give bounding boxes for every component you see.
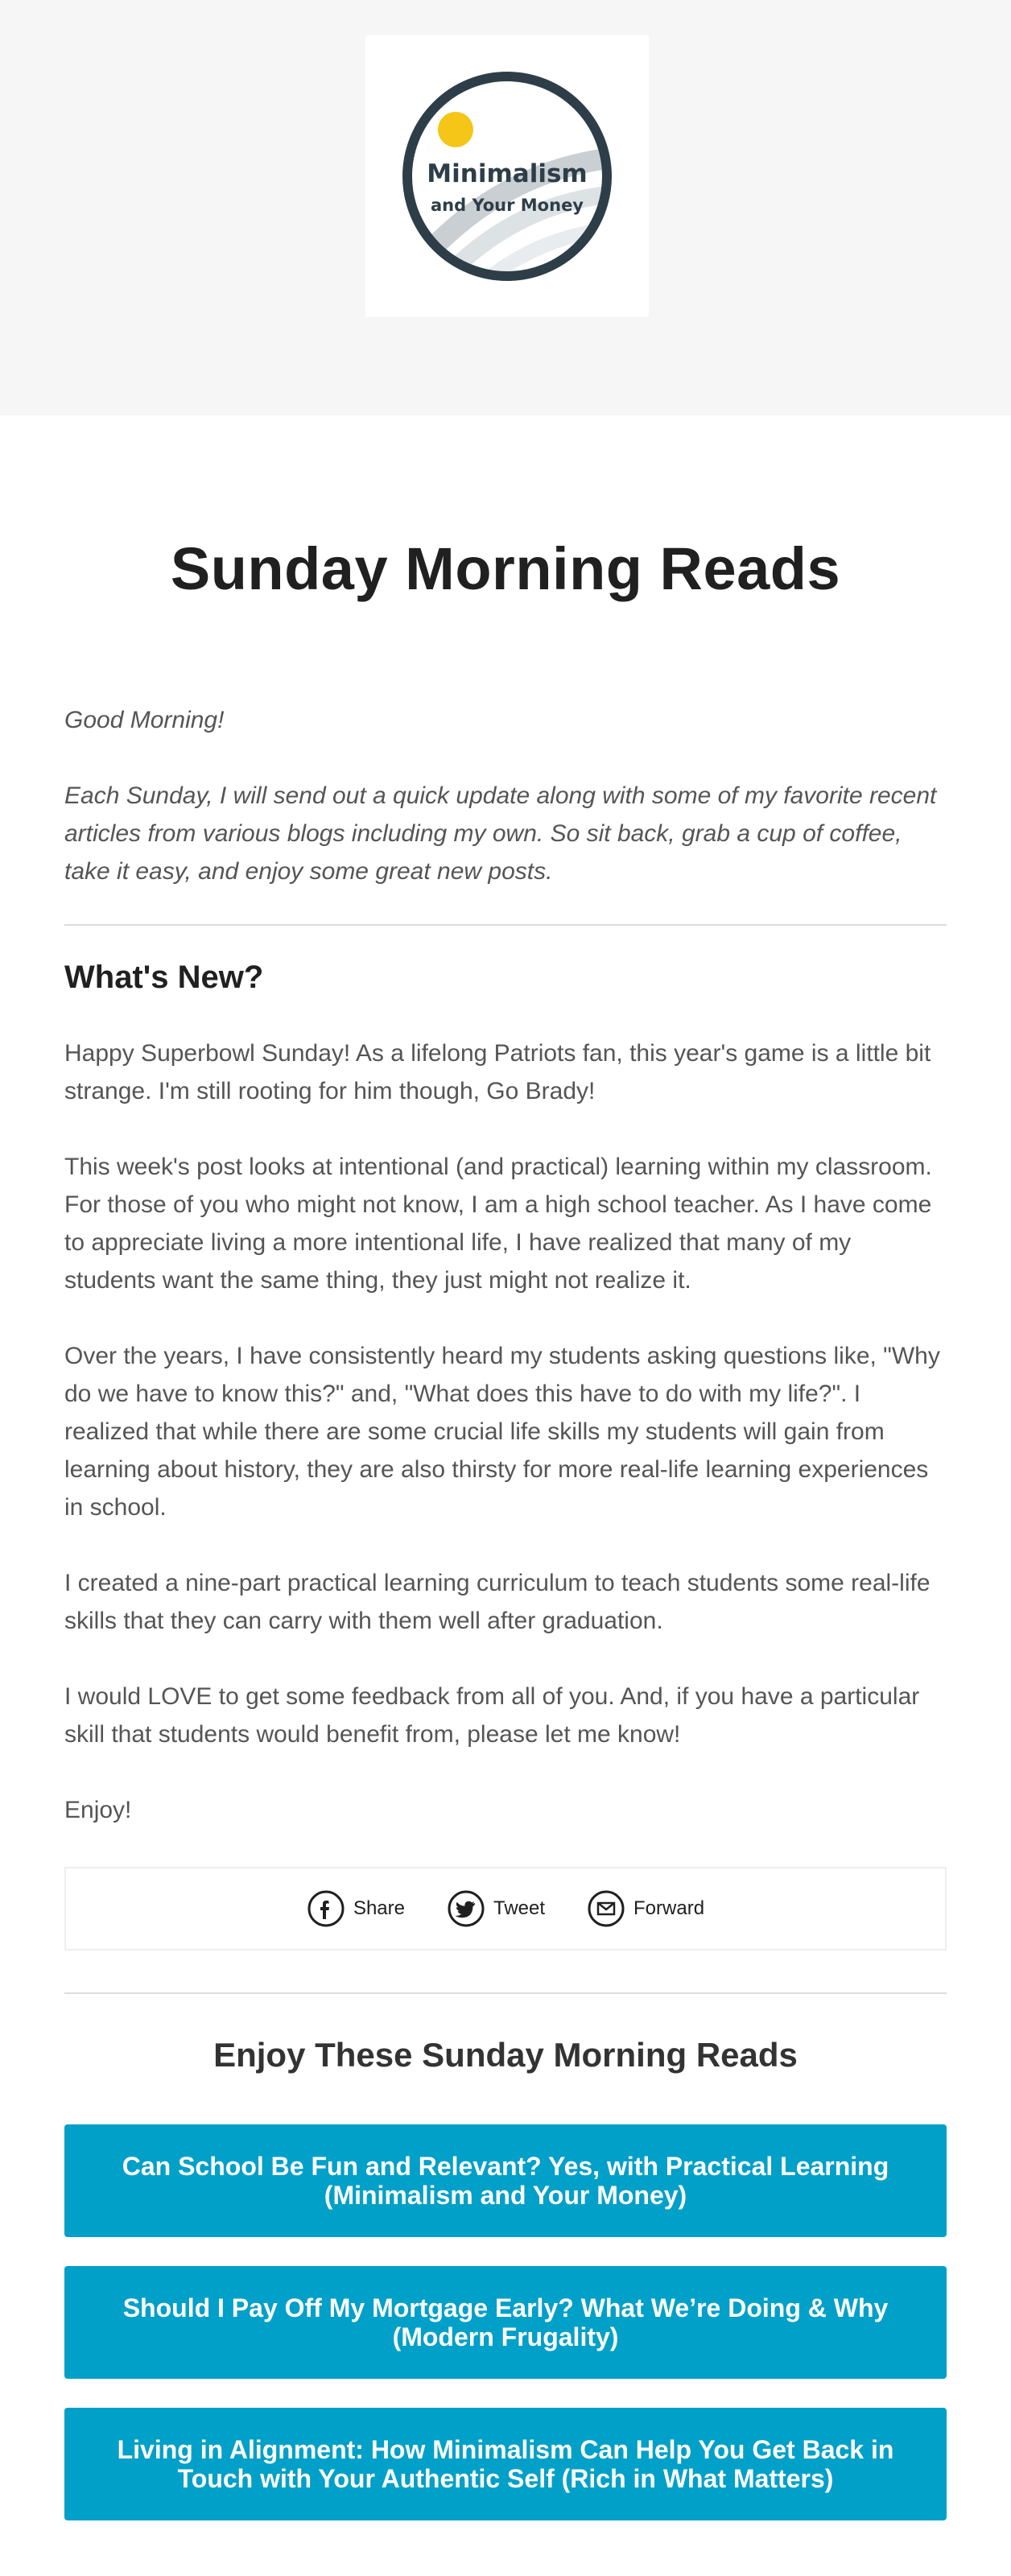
body-paragraph: I would LOVE to get some feedback from all of you. And, if you have a particular skill that students would benefit from, please let me know!	[64, 1683, 920, 1748]
facebook-icon	[307, 1889, 345, 1928]
email-body	[64, 415, 947, 2520]
read-title-line: Touch with Your Authentic Self (Rich in What Matters)	[177, 2464, 834, 2494]
twitter-icon	[447, 1889, 485, 1928]
share-bar	[64, 1867, 947, 1951]
intro-section	[64, 701, 947, 890]
body-paragraph: Enjoy!	[64, 1797, 132, 1824]
reads-heading: Enjoy These Sunday Morning Reads	[213, 2036, 798, 2074]
read-title-line: Living in Alignment: How Minimalism Can Help You Get Back in	[117, 2435, 894, 2465]
page-title: Sunday Morning Reads	[170, 535, 841, 602]
read-link-button[interactable]	[64, 2124, 947, 2237]
section-divider	[64, 1992, 947, 1994]
whats-new-body	[64, 1034, 947, 1829]
share-button[interactable]	[307, 1889, 405, 1928]
read-link-button[interactable]	[64, 2266, 947, 2379]
whats-new-heading: What's New?	[64, 960, 264, 996]
section-divider	[64, 924, 947, 926]
body-paragraph: Over the years, I have consistently heard my students asking questions like, "Why do we have to know this?" and, "What does this have to do with my life?". I realized that while there are some crucial life skills my students will gain from learning about history, they are also thirsty for more real-life learning experiences in school.	[64, 1343, 940, 1521]
body-paragraph: Happy Superbowl Sunday! As a lifelong Patriots fan, this year's game is a little bit strange. I'm still rooting for him though, Go Brady!	[64, 1040, 931, 1105]
read-title-line: (Modern Frugality)	[392, 2322, 619, 2352]
logo-emblem-icon	[365, 35, 649, 317]
read-link-button[interactable]	[64, 2408, 947, 2520]
body-paragraph: This week's post looks at intentional (and practical) learning within my classroom. For those of you who might not know, I am a high school teacher. As I have come to appreciate living a more intentional life, I have realized that many of my students want the same thing, they just might not realize it.	[64, 1154, 932, 1294]
forward-button[interactable]	[587, 1889, 704, 1928]
greeting-text: Good Morning!	[64, 707, 225, 734]
logo-line2: and Your Money	[431, 196, 584, 215]
share-label: Share	[353, 1897, 405, 1920]
read-title-line: Can School Be Fun and Relevant? Yes, with Practical Learning	[122, 2152, 889, 2182]
logo-line1: Minimalism	[427, 159, 588, 188]
intro-paragraph: Each Sunday, I will send out a quick update along with some of my favorite recent articles from various blogs including my own. So sit back, grab a cup of coffee, take it easy, and enjoy some great new posts.	[64, 782, 937, 886]
email-icon	[587, 1889, 625, 1928]
forward-label: Forward	[633, 1897, 705, 1920]
body-paragraph: I created a nine-part practical learning curriculum to teach students some real-life skills that they can carry with them well after graduation.	[64, 1570, 931, 1635]
tweet-label: Tweet	[493, 1897, 546, 1920]
read-title-line: (Minimalism and Your Money)	[324, 2181, 687, 2211]
tweet-button[interactable]	[447, 1889, 545, 1928]
brand-logo[interactable]	[365, 35, 649, 317]
sun-icon	[438, 112, 473, 147]
read-title-line: Should I Pay Off My Mortgage Early? What We’re Doing & Why	[122, 2293, 889, 2323]
email-header	[0, 0, 1011, 415]
